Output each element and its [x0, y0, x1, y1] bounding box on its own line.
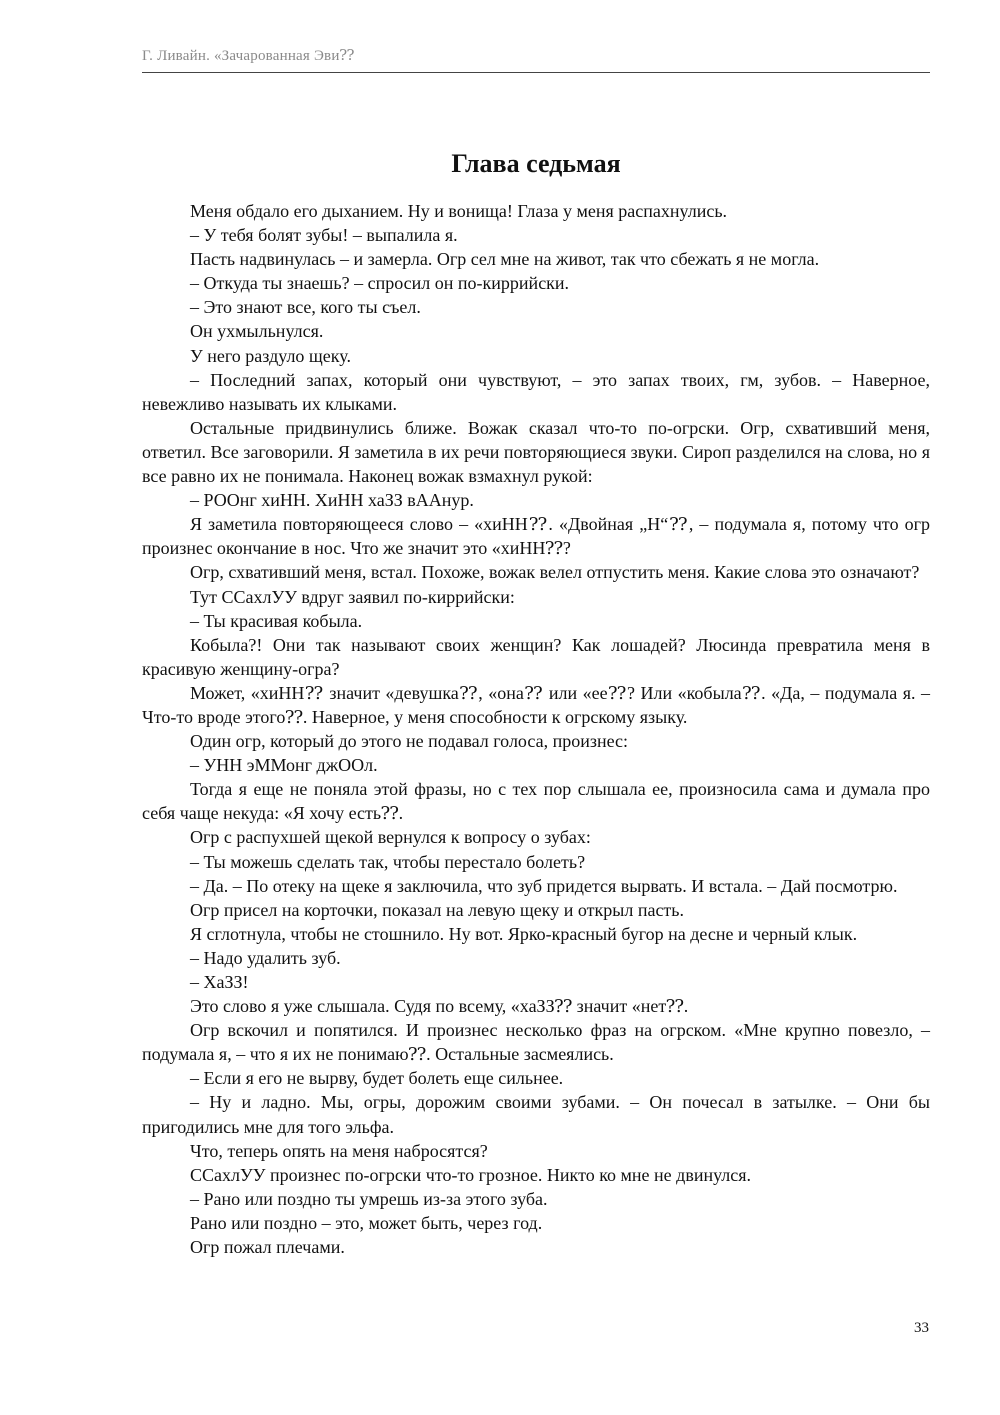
paragraph: Остальные придвинулись ближе. Вожак сказал что-то по-огрски. Огр, схвативший меня, ответил. Все заговорили. Я заметила в их речи повторяющиеся звуки. Сироп разделился на слова, но я все равно их не понимала. Наконец вожак взмахнул рукой:	[142, 417, 930, 487]
paragraph: ССахлУУ произнес по-огрски что-то грозное. Никто ко мне не двинулся.	[190, 1164, 752, 1185]
paragraph: – Это знают все, кого ты съел.	[190, 297, 421, 318]
paragraph: Я сглотнула, чтобы не стошнило. Ну вот. Ярко-красный бугор на десне и черный клык.	[190, 923, 858, 944]
paragraph: Может, «хиНН⁇ значит «девушка⁇, «она⁇ или «ее⁇? Или «кобыла⁇. «Да, – подумала я. – Что-то вроде этого⁇. Наверное, у меня способности к огрскому языку.	[142, 682, 930, 727]
page-number: 33	[914, 1320, 929, 1336]
paragraph: Что, теперь опять на меня набросятся?	[190, 1140, 488, 1161]
paragraph: Тогда я еще не поняла этой фразы, но с тех пор слышала ее, произносила сама и думала про себя чаще некуда: «Я хочу есть⁇.	[142, 779, 930, 824]
paragraph: Кобыла?! Они так называют своих женщин? Как лошадей? Люсинда превратила меня в красивую женщину-огра?	[142, 634, 930, 679]
paragraph: Огр вскочил и попятился. И произнес несколько фраз на огрском. «Мне крупно повезло, – подумала я, – что я их не понимаю⁇. Остальные засмеялись.	[142, 1020, 930, 1065]
paragraph: Огр с распухшей щекой вернулся к вопросу о зубах:	[190, 827, 591, 848]
paragraph: У него раздуло щеку.	[190, 345, 351, 366]
paragraph: – Ты красивая кобыла.	[190, 610, 363, 631]
paragraph: Рано или поздно – это, может быть, через год.	[190, 1212, 543, 1233]
paragraph: Пасть надвинулась – и замерла. Огр сел мне на живот, так что сбежать я не могла.	[190, 249, 820, 270]
paragraph: Один огр, который до этого не подавал голоса, произнес:	[190, 731, 629, 752]
paragraph: – Если я его не вырву, будет болеть еще сильнее.	[190, 1068, 564, 1089]
paragraph: – УНН эММонг джООл.	[190, 755, 378, 776]
paragraph: – Ну и ладно. Мы, огры, дорожим своими зубами. – Он почесал в затылке. – Они бы пригодились мне для того эльфа.	[142, 1092, 930, 1137]
paragraph: Огр, схвативший меня, встал. Похоже, вожак велел отпустить меня. Какие слова это означают?	[190, 562, 920, 583]
body-text	[142, 199, 930, 1259]
paragraph: Я заметила повторяющееся слово – «хиНН⁇. «Двойная „Н“⁇, – подумала я, потому что огр произнес окончание в нос. Что же значит это «хиНН⁇?	[142, 514, 930, 559]
paragraph: – РООнг хиНН. ХиНН хаЗЗ вААнур.	[190, 490, 474, 511]
paragraph: – Ты можешь сделать так, чтобы перестало болеть?	[190, 851, 586, 872]
paragraph: Огр присел на корточки, показал на левую щеку и открыл пасть.	[190, 899, 685, 920]
paragraph: – Надо удалить зуб.	[190, 947, 341, 968]
paragraph: – Рано или поздно ты умрешь из-за этого зуба.	[190, 1188, 548, 1209]
paragraph: Это слово я уже слышала. Судя по всему, «хаЗЗ⁇ значит «нет⁇.	[190, 996, 689, 1017]
paragraph: Он ухмыльнулся.	[190, 321, 324, 342]
header-divider	[142, 72, 930, 73]
paragraph: – Откуда ты знаешь? – спросил он по-киррийски.	[190, 273, 570, 294]
chapter-title: Глава седьмая	[451, 149, 621, 178]
paragraph: Огр пожал плечами.	[190, 1237, 345, 1258]
paragraph: – ХаЗЗ!	[190, 972, 249, 992]
paragraph: Тут ССахлУУ вдруг заявил по-киррийски:	[190, 586, 515, 607]
paragraph: Меня обдало его дыханием. Ну и вонища! Глаза у меня распахнулись.	[190, 201, 728, 221]
running-header: Г. Ливайн. «Зачарованная Эви⁇	[142, 48, 355, 64]
paragraph: – У тебя болят зубы! – выпалила я.	[190, 225, 458, 246]
paragraph: – Да. – По отеку на щеке я заключила, что зуб придется вырвать. И встала. – Дай посмотрю.	[190, 875, 898, 896]
paragraph: – Последний запах, который они чувствуют, – это запах твоих, гм, зубов. – Наверное, невежливо называть их клыками.	[142, 369, 930, 414]
